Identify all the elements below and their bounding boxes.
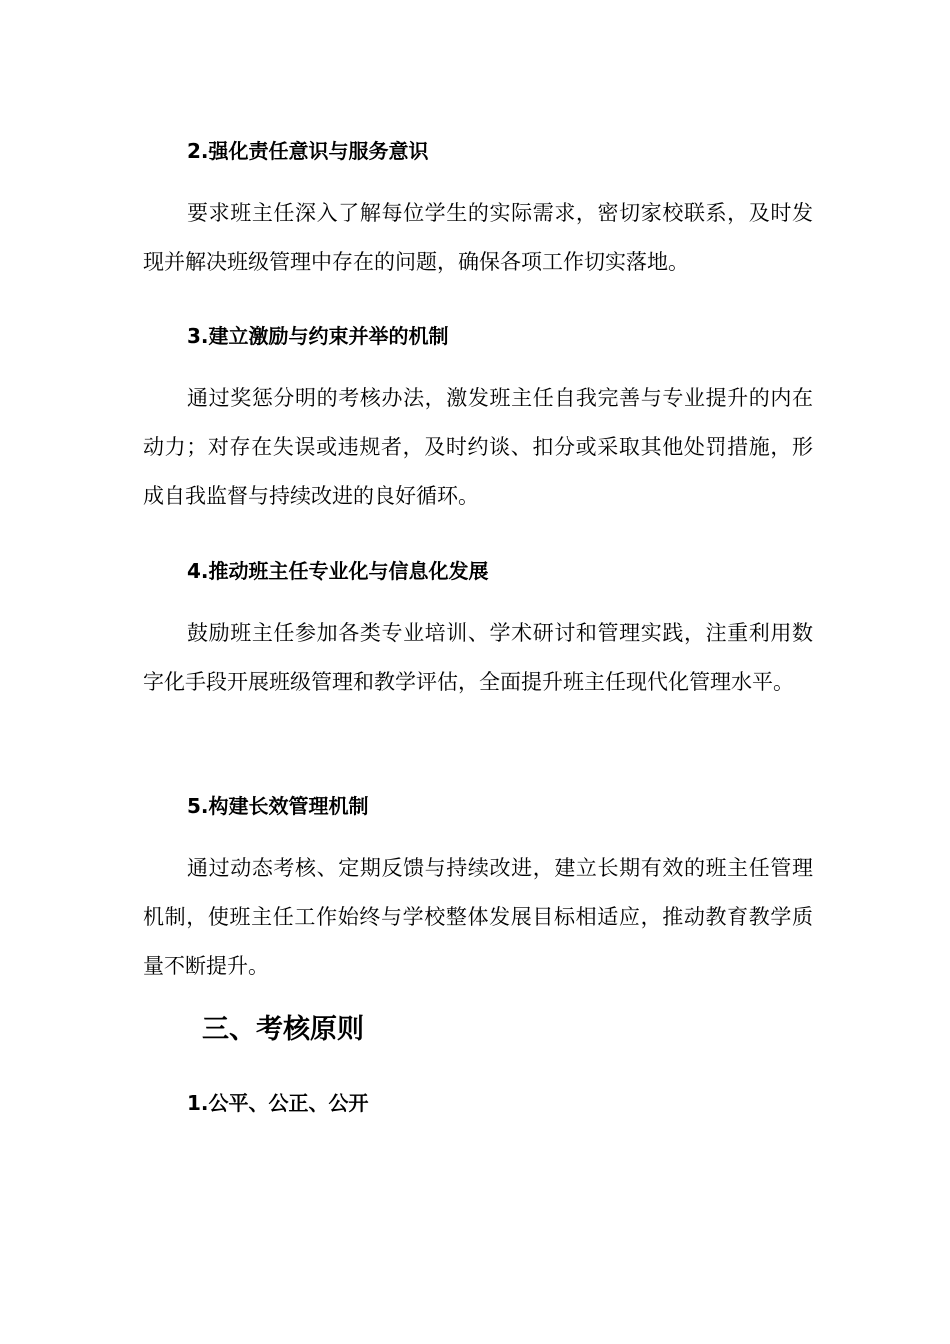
item-heading: 4.推动班主任专业化与信息化发展 [187,559,489,583]
item-paragraph: 鼓励班主任参加各类专业培训、学术研讨和管理实践，注重利用数字化手段开展班级管理和教学评估，全面提升班主任现代化管理水平。 [143,621,813,694]
item-heading: 1.公平、公正、公开 [187,1091,369,1115]
item-paragraph: 要求班主任深入了解每位学生的实际需求，密切家校联系，及时发现并解决班级管理中存在的问题，确保各项工作切实落地。 [143,201,813,274]
item-heading: 2.强化责任意识与服务意识 [187,139,429,163]
item-paragraph: 通过奖惩分明的考核办法，激发班主任自我完善与专业提升的内在动力；对存在失误或违规者，及时约谈、扣分或采取其他处罚措施，形成自我监督与持续改进的良好循环。 [143,386,813,508]
section-title: 三、考核原则 [202,1014,364,1045]
item-heading: 3.建立激励与约束并举的机制 [187,324,449,348]
item-paragraph: 通过动态考核、定期反馈与持续改进，建立长期有效的班主任管理机制，使班主任工作始终与学校整体发展目标相适应，推动教育教学质量不断提升。 [143,856,813,978]
item-heading: 5.构建长效管理机制 [187,794,369,818]
